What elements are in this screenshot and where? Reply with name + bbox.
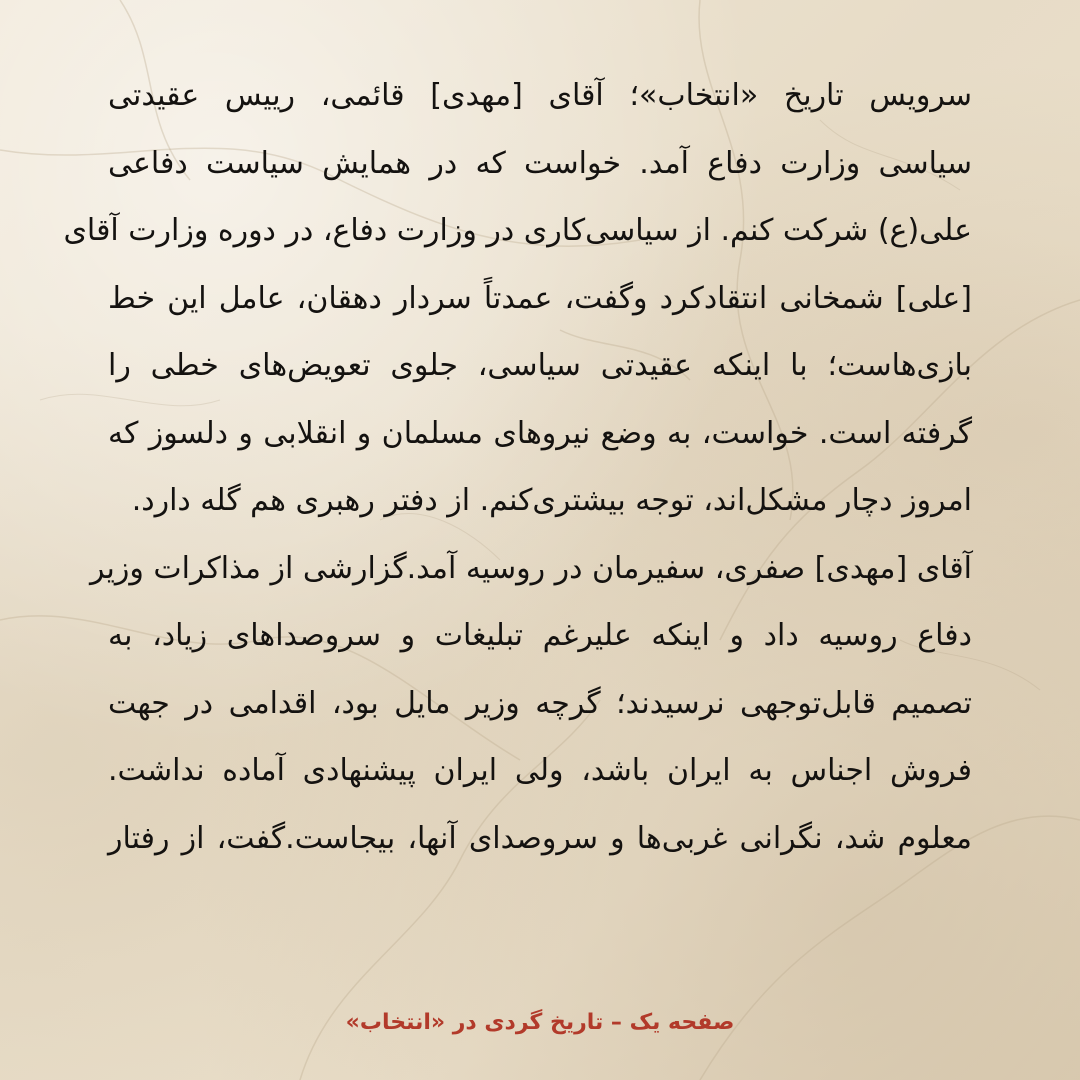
text-line: سرویس تاریخ «انتخاب»؛ آقای [مهدی] قائمی، رییس عقیدتی <box>108 78 972 113</box>
text-line: امروز دچار مشکل‌اند، توجه بیشتری‌کنم. از دفتر رهبری هم گله دارد. <box>131 483 972 518</box>
text-line: آقای [مهدی] صفری، سفیرمان در روسیه آمد.گزارشی از مذاکرات وزیر <box>89 550 972 586</box>
paragraph <box>63 62 972 535</box>
text-line: بازی‌هاست؛ با اینکه عقیدتی سیاسی، جلوی تعویض‌های خطی را <box>108 348 972 383</box>
text-line: علی(ع) شرکت کنم. از سیاسی‌کاری در وزارت دفاع، در دوره وزارت آقای <box>63 213 972 248</box>
text-line: دفاع روسیه داد و اینکه علیرغم تبلیغات و سروصداهای زیاد، به <box>108 618 972 653</box>
text-line: سیاسی وزارت دفاع آمد. خواست که در همایش سیاست دفاعی <box>108 145 972 181</box>
paragraph <box>89 535 972 873</box>
body-text <box>63 62 972 872</box>
text-line: معلوم شد، نگرانی غربی‌ها و سروصدای آنها، بیجاست.گفت، از رفتار <box>108 820 972 856</box>
text-line: گرفته است. خواست، به وضع نیروهای مسلمان و انقلابی و دلسوز که <box>108 415 972 451</box>
text-line: فروش اجناس به ایران باشد، ولی ایران پیشنهادی آماده نداشت. <box>108 753 972 788</box>
text-line: تصمیم قابل‌توجهی نرسیدند؛ گرچه وزیر مایل بود، اقدامی در جهت <box>108 685 972 721</box>
text-line: [علی] شمخانی انتقادکرد وگفت، عمدتاً سردار دهقان، عامل این خط <box>108 280 972 316</box>
footer-caption: صفحه یک – تاریخ گردی در «انتخاب» <box>345 1010 735 1035</box>
